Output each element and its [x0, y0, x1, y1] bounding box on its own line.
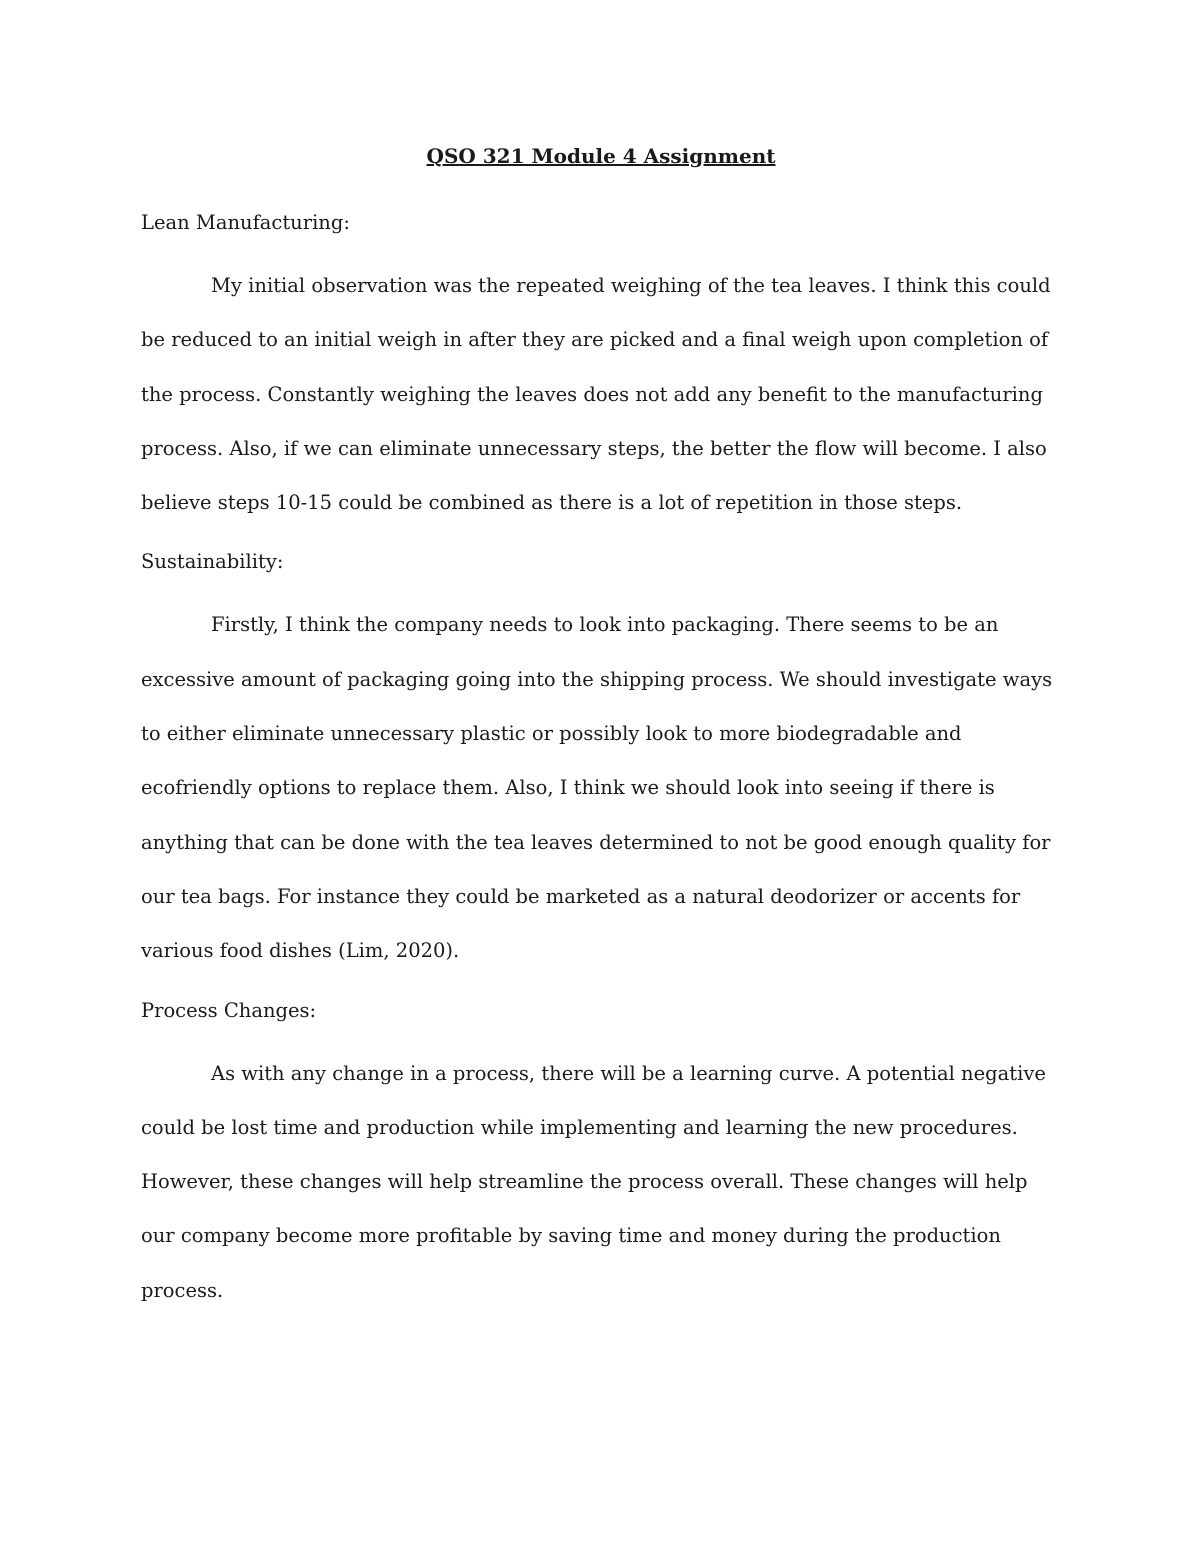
section-heading-process-changes: Process Changes: — [141, 998, 317, 1022]
section-paragraph-lean-manufacturing: My initial observation was the repeated weighing of the tea leaves. I think this could be reduced to an initial weigh in after they are picked and a final weigh upon completion of the process. Constantly weighing the leaves does not add any benefit to the manufacturing process. Also, if we can eliminate unnecessary steps, the better the flow will become. I also believe steps 10-15 could be combined as there is a lot of repetition in those steps. — [141, 274, 1051, 515]
section-heading-lean-manufacturing: Lean Manufacturing: — [141, 211, 350, 234]
section-paragraph-sustainability: Firstly, I think the company needs to look into packaging. There seems to be an excessive amount of packaging going into the shipping process. We should investigate ways to either eliminate unnecessary plastic or possibly look to more biodegradable and ecofriendly options to replace them. Also, I think we should look into seeing if there is anything that can be done with the tea leaves determined to not be good enough quality for our tea bags. For instance they could be marketed as a natural deodorizer or accents for various food dishes (Lim, 2020). — [141, 613, 1053, 963]
section-paragraph-process-changes: As with any change in a process, there will be a learning curve. A potential negative could be lost time and production while implementing and learning the new procedures. However, these changes will help streamline the process overall. These changes will help our company become more profitable by saving time and money during the production process. — [141, 1061, 1046, 1302]
section-heading-sustainability: Sustainability: — [141, 550, 284, 574]
document-title: QSO 321 Module 4 Assignment — [426, 144, 776, 168]
document-body — [141, 138, 1061, 1318]
